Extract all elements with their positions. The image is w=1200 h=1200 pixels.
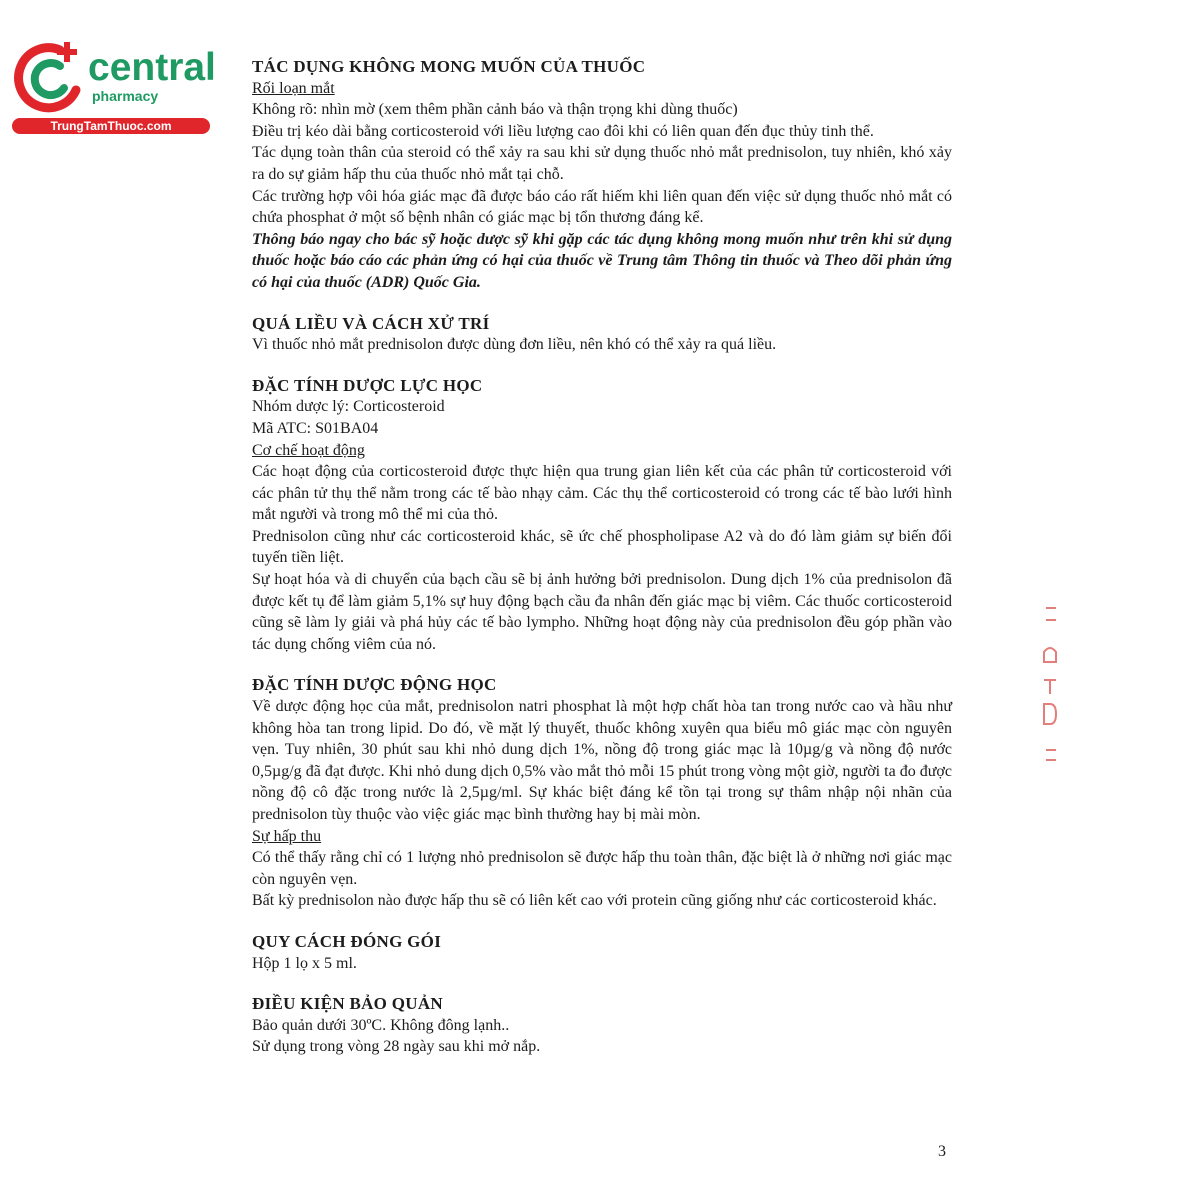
central-logo-icon [10,38,90,118]
heading-side-effects: TÁC DỤNG KHÔNG MONG MUỐN CỦA THUỐC [252,57,646,76]
subheading-absorption: Sự hấp thu [252,827,322,845]
paragraph: Hộp 1 lọ x 5 ml. [252,954,357,972]
paragraph: Prednisolon cũng như các corticosteroid khác, sẽ ức chế phospholipase A2 và do đó làm giảm sự biến đổi tuyến tiền liệt. [252,527,952,567]
heading-pharmacodynamics: ĐẶC TÍNH DƯỢC LỰC HỌC [252,375,483,395]
stamp-fragment-icon [1038,600,1068,770]
logo-url: TrungTamThuoc.com [12,118,210,134]
logo-name: central [88,46,216,89]
logo-subtitle: pharmacy [92,88,159,104]
heading-packaging: QUY CÁCH ĐÓNG GÓI [252,931,442,951]
paragraph: Bảo quản dưới 30ºC. Không đông lạnh.. [252,1016,510,1034]
paragraph: Các trường hợp vôi hóa giác mạc đã được báo cáo rất hiếm khi liên quan đến việc sử dụng thuốc nhỏ mắt có chứa phosphat ở một số bệnh nhân có giác mạc bị tổn thương đáng kể. [252,187,952,227]
pharmacological-group: Nhóm dược lý: Corticosteroid [252,398,445,416]
paragraph: Tác dụng toàn thân của steroid có thể xảy ra sau khi sử dụng thuốc nhỏ mắt prednisolon, tuy nhiên, khó xảy ra do sự giảm hấp thu của thuốc nhỏ mắt tại chỗ. [252,144,952,183]
paragraph: Về dược động học của mắt, prednisolon natri phosphat là một hợp chất hòa tan trong nước cao và hầu như không hòa tan trong lipid. Do đó, về mặt lý thuyết, thuốc không xuyên qua biểu mô giác mạc còn nguyên vẹn. Tuy nhiên, 30 phút sau khi nhỏ dung dịch 1%, nồng độ trong giác mạc là 10µg/g và nồng độ nước 0,5µg/g đã đạt được. Khi nhỏ dung dịch 0,5% vào mắt thỏ mỗi 15 phút trong vòng một giờ, người ta đo được nồng độ cô đặc trong nước là 2,5µg/ml. Sự khác biệt đáng kể tồn tại trong sự thâm nhập nội nhãn của prednisolon tùy thuộc vào việc giác mạc bình thường hay bị mài mòn. [252,698,952,823]
subheading-eye-disorders: Rối loạn mắt [252,79,335,97]
heading-storage: ĐIỀU KIỆN BẢO QUẢN [252,994,444,1014]
document-body [252,56,952,1058]
subheading-mechanism: Cơ chế hoạt động [252,441,365,459]
paragraph: Không rõ: nhìn mờ (xem thêm phần cảnh báo và thận trọng khi dùng thuốc) [252,101,738,119]
heading-overdose: QUÁ LIỀU VÀ CÁCH XỬ TRÍ [252,313,490,333]
paragraph: Bất kỳ prednisolon nào được hấp thu sẽ có liên kết cao với protein cũng giống như các corticosteroid khác. [252,892,937,910]
page-number: 3 [938,1143,946,1160]
paragraph: Sự hoạt hóa và di chuyển của bạch cầu sẽ bị ảnh hưởng bởi prednisolon. Dung dịch 1% của prednisolon đã được kết tụ để làm giảm 5,1% sự huy động bạch cầu đa nhân đến giác mạc bị viêm. Các thuốc corticosteroid cũng sẽ làm ly giải và phá hủy các tế bào lympho. Những hoạt động này của prednisolon đều góp phần vào tác dụng chống viêm của nó. [252,571,952,653]
paragraph: Điều trị kéo dài bằng corticosteroid với liều lượng cao đôi khi có liên quan đến đục thủy tinh thể. [252,122,874,140]
paragraph: Vì thuốc nhỏ mắt prednisolon được dùng đơn liều, nên khó có thể xảy ra quá liều. [252,336,777,354]
paragraph: Các hoạt động của corticosteroid được thực hiện qua trung gian liên kết của các phân tử corticosteroid với các phân tử thụ thể nằm trong các tế bào nhạy cảm. Các thụ thể corticosteroid có trong các tế bào lưới hình mắt người và trong mô thể mi của thỏ. [252,463,952,524]
adr-notice: Thông báo ngay cho bác sỹ hoặc dược sỹ khi gặp các tác dụng không mong muốn như trên khi sử dụng thuốc hoặc báo cáo các phản ứng có hại của thuốc về Trung tâm Thông tin thuốc và Theo dõi phản ứng có hại của thuốc (ADR) Quốc Gia. [252,230,952,291]
atc-code: Mã ATC: S01BA04 [252,419,379,437]
paragraph: Có thể thấy rằng chỉ có 1 lượng nhỏ prednisolon sẽ được hấp thu toàn thân, đặc biệt là ở những nơi giác mạc còn nguyên vẹn. [252,849,952,888]
heading-pharmacokinetics: ĐẶC TÍNH DƯỢC ĐỘNG HỌC [252,675,497,695]
paragraph: Sử dụng trong vòng 28 ngày sau khi mở nắp. [252,1038,541,1056]
